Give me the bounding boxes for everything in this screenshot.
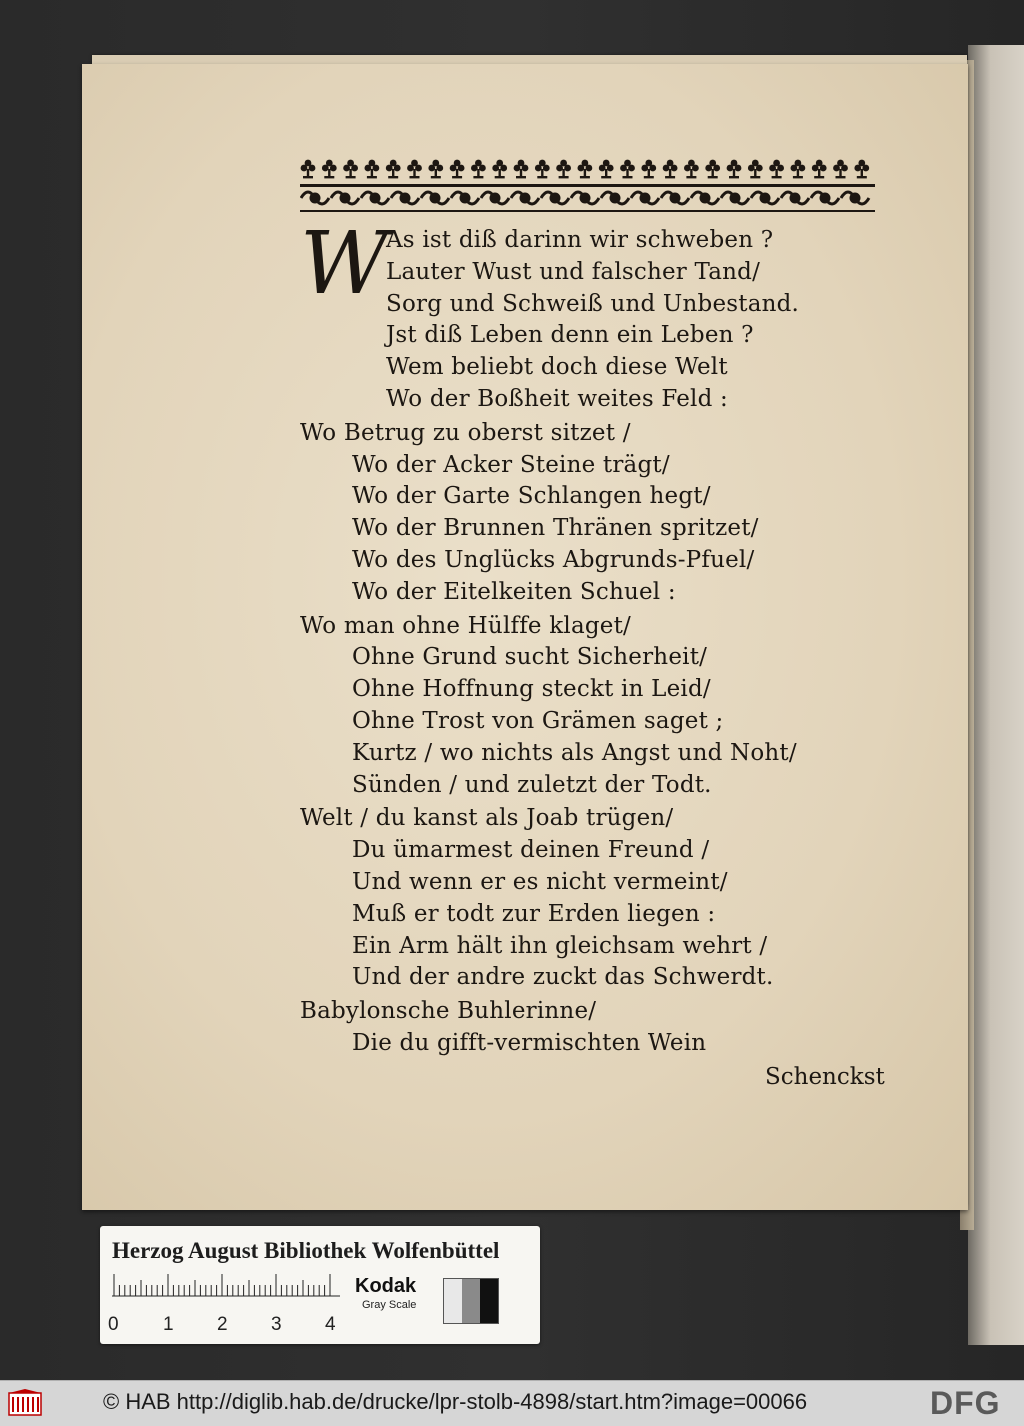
poem-line: Babylonsche Buhlerinne/ bbox=[300, 998, 597, 1025]
poem-line: Ohne Grund sucht Sicherheit/ bbox=[352, 644, 708, 671]
kodak-subtitle: Gray Scale bbox=[362, 1299, 417, 1311]
poem-line: Wo der Acker Steine trägt/ bbox=[352, 451, 670, 478]
poem-line: Sorg und Schweiß und Unbestand. bbox=[386, 290, 800, 317]
catchword: Schenckst bbox=[765, 1064, 885, 1090]
poem-line: Sünden / und zuletzt der Todt. bbox=[352, 771, 712, 798]
drop-capital: W bbox=[300, 214, 389, 314]
ruler-scale bbox=[112, 1272, 340, 1312]
poem-line: Ohne Hoffnung steckt in Leid/ bbox=[352, 676, 711, 703]
poem-line: Wo der Brunnen Thränen spritzet/ bbox=[352, 515, 759, 542]
adjacent-page bbox=[968, 45, 1024, 1345]
stanza bbox=[300, 418, 900, 609]
poem-line: Wo man ohne Hülffe klaget/ bbox=[300, 612, 631, 639]
gray-scale-patches bbox=[443, 1278, 499, 1324]
poem-line: Ein Arm hält ihn gleichsam wehrt / bbox=[352, 932, 768, 959]
kodak-logo: Kodak bbox=[355, 1275, 417, 1297]
source-link[interactable]: © HAB http://diglib.hab.de/drucke/lpr-stolb-4898/start.htm?image=00066 bbox=[103, 1389, 808, 1414]
poem-line: Die du gifft-vermischten Wein bbox=[352, 1029, 707, 1056]
poem-line: Lauter Wust und falscher Tand/ bbox=[386, 258, 761, 285]
poem-line: Jst diß Leben denn ein Leben ? bbox=[386, 322, 754, 349]
poem-line: Welt / du kanst als Joab trügen/ bbox=[300, 805, 674, 832]
ruler-number: 4 bbox=[325, 1314, 336, 1335]
poem-line: Wem beliebt doch diese Welt bbox=[386, 354, 728, 381]
stanza bbox=[300, 611, 900, 802]
stanza bbox=[300, 803, 900, 994]
poem-line: Wo der Garte Schlangen hegt/ bbox=[352, 483, 711, 510]
poem-line: Du ümarmest deinen Freund / bbox=[352, 837, 710, 864]
poem-line: Ohne Trost von Grämen saget ; bbox=[352, 707, 724, 734]
poem-line: Wo des Unglücks Abgrunds-Pfuel/ bbox=[352, 546, 755, 573]
poem-line: Muß er todt zur Erden liegen : bbox=[352, 900, 716, 927]
poem-line: Kurtz / wo nichts als Angst und Noht/ bbox=[352, 739, 797, 766]
poem-text bbox=[300, 225, 900, 1062]
ruler-number: 3 bbox=[271, 1314, 282, 1335]
poem-line: Und der andre zuckt das Schwerdt. bbox=[352, 964, 774, 991]
poem-line: Und wenn er es nicht vermeint/ bbox=[352, 868, 728, 895]
poem-line: Wo der Eitelkeiten Schuel : bbox=[352, 578, 676, 605]
ruler-number: 1 bbox=[163, 1314, 174, 1335]
ornamental-border bbox=[300, 158, 875, 214]
poem-line: Wo der Boßheit weites Feld : bbox=[386, 385, 728, 412]
dfg-logo: DFG bbox=[930, 1385, 1001, 1421]
ruler-number: 0 bbox=[108, 1314, 119, 1335]
stanza bbox=[300, 996, 900, 1060]
library-name: Herzog August Bibliothek Wolfenbüttel bbox=[112, 1238, 500, 1263]
poem-line: As ist diß darinn wir schweben ? bbox=[386, 227, 774, 253]
footer-bar bbox=[0, 1380, 1024, 1426]
ruler-number: 2 bbox=[217, 1314, 228, 1335]
hab-logo-icon bbox=[8, 1389, 42, 1417]
stanza bbox=[300, 225, 900, 416]
poem-line: Wo Betrug zu oberst sitzet / bbox=[300, 419, 631, 446]
